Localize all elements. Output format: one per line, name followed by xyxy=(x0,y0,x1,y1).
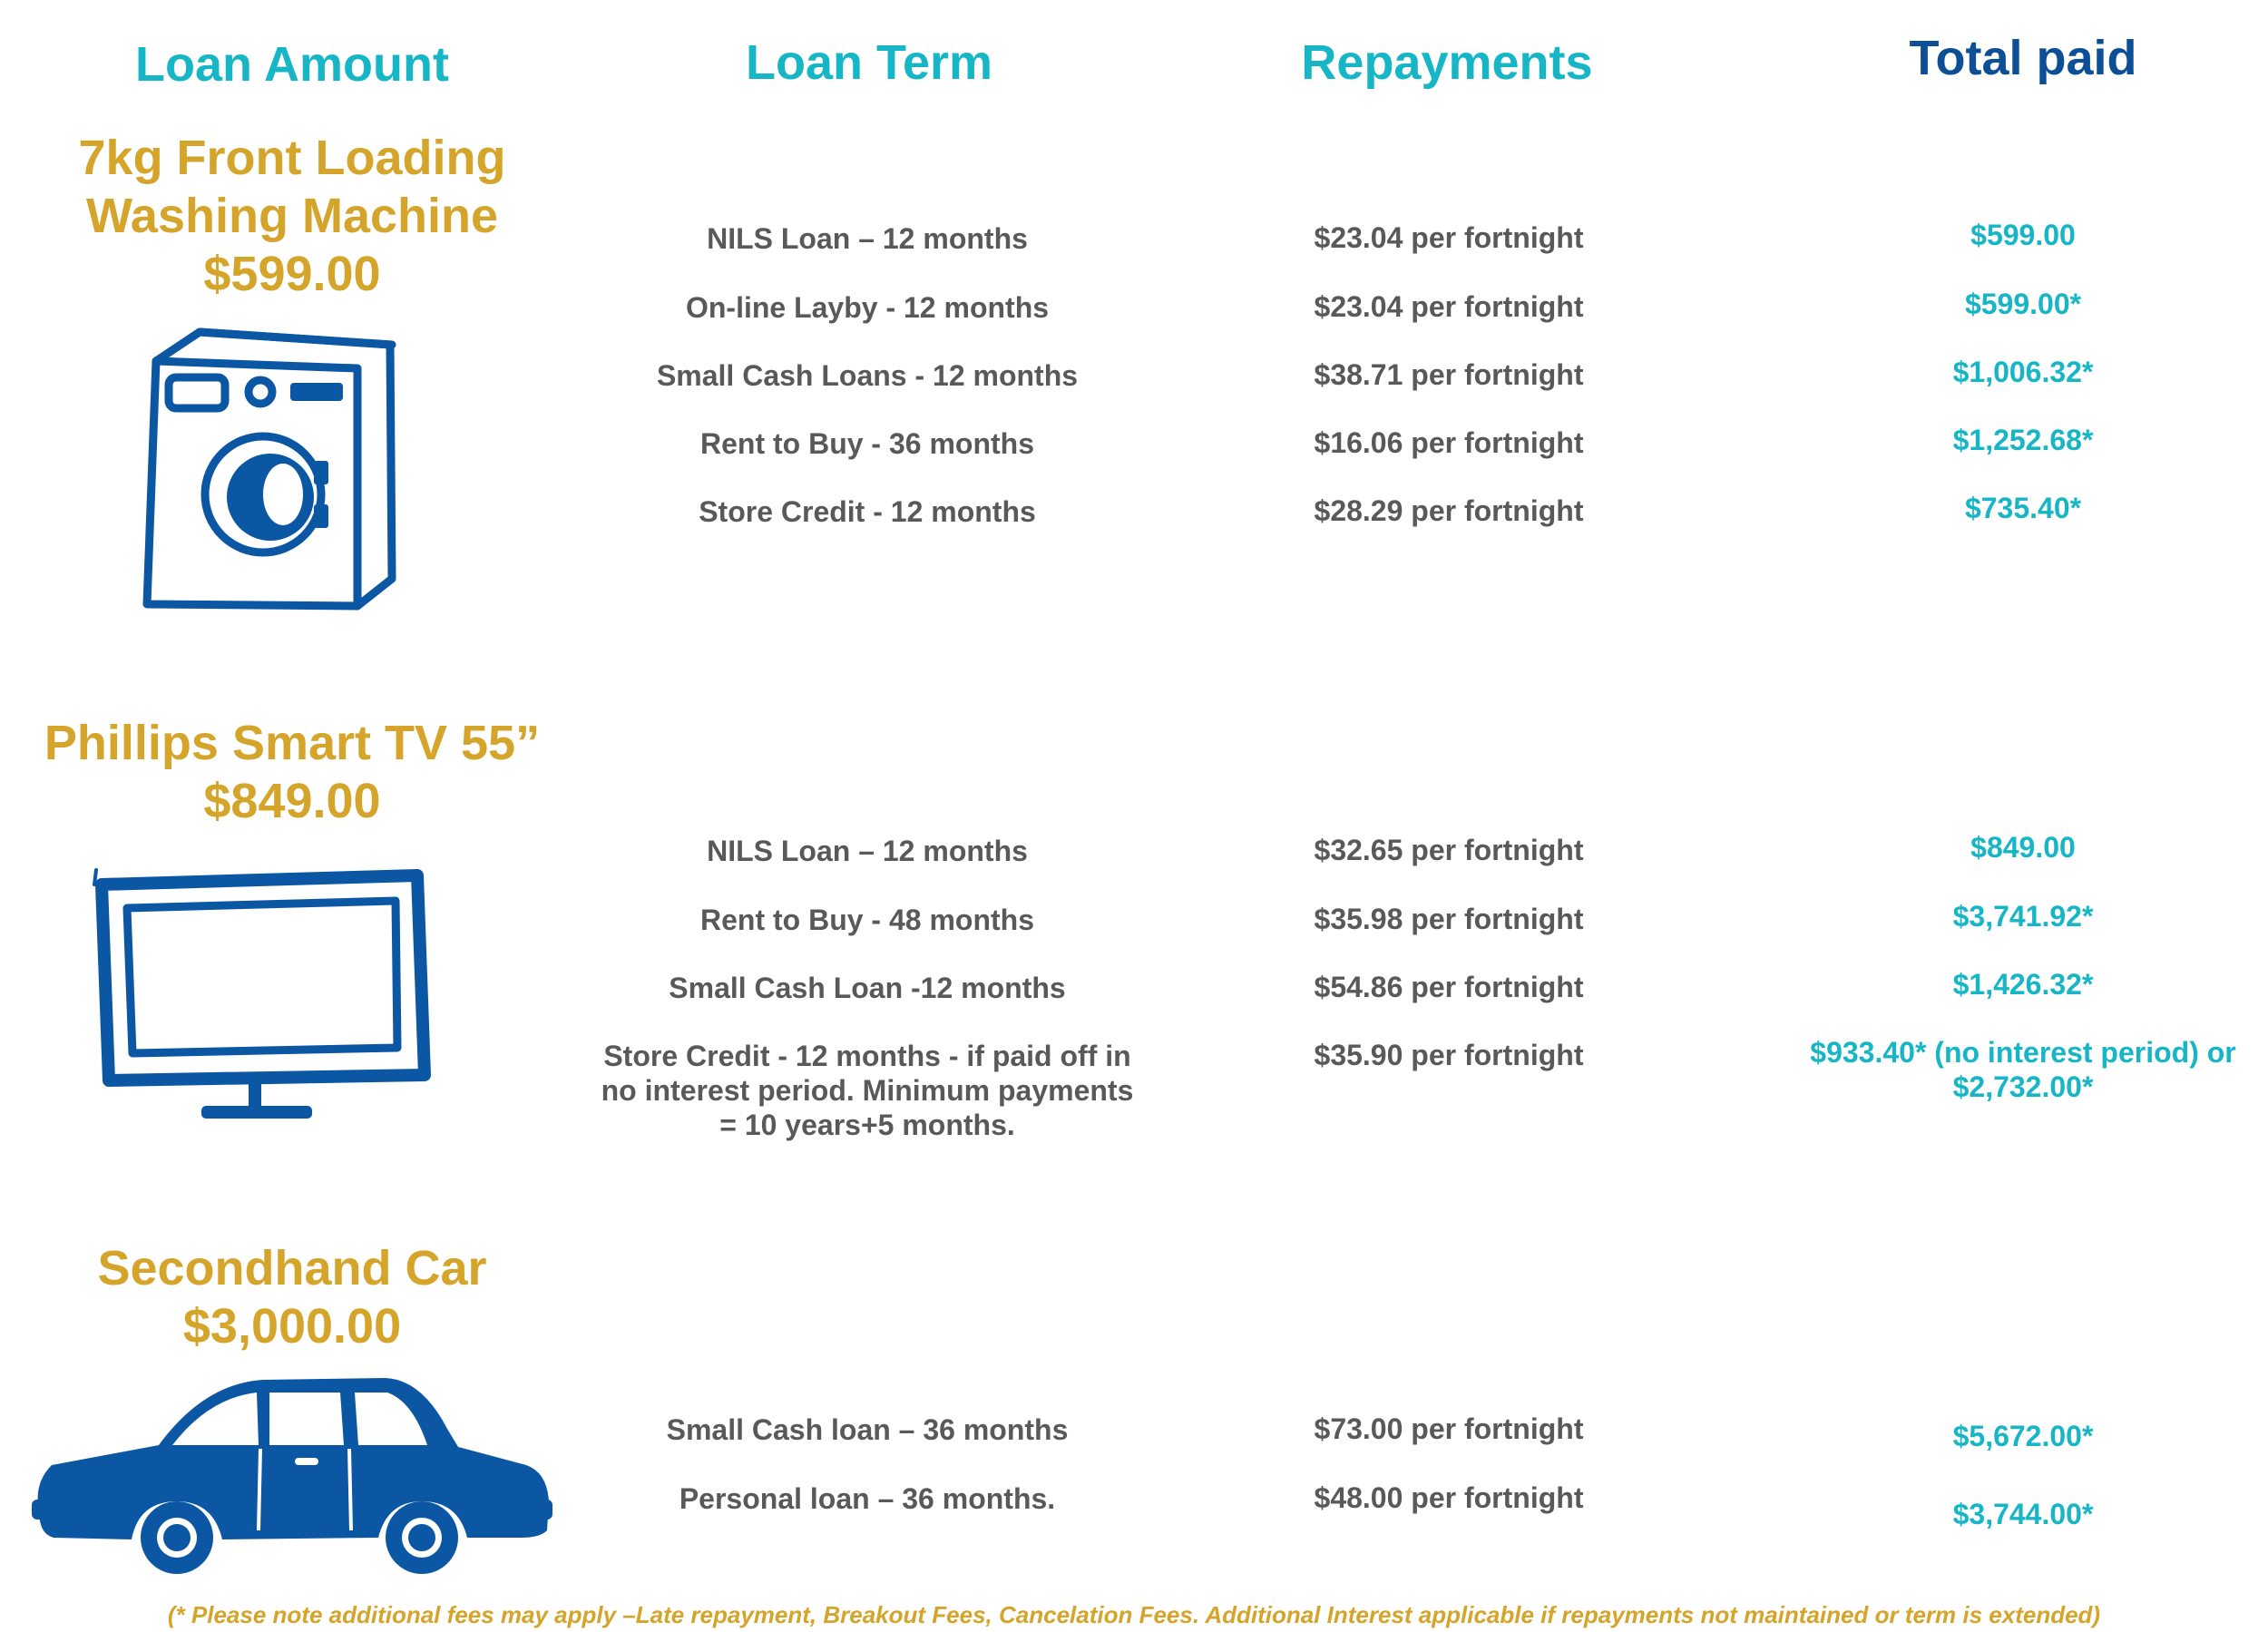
total-paid-cell: $849.00 xyxy=(1970,831,2076,864)
product-title-washing-machine xyxy=(2,129,582,303)
repayment-cell: $23.04 per fortnight xyxy=(1314,290,1584,323)
product-price: $849.00 xyxy=(203,774,381,828)
loan-term-cell: NILS Loan – 12 months xyxy=(707,835,1028,867)
total-paid-line: $933.40* (no interest period) or xyxy=(1810,1036,2236,1069)
product-name-line: Phillips Smart TV 55” xyxy=(44,716,541,770)
total-paid-cell-multiline xyxy=(1751,1035,2268,1104)
repayment-cell: $48.00 per fortnight xyxy=(1314,1481,1584,1514)
header-repayments: Repayments xyxy=(1301,35,1593,90)
loan-term-cell-multiline xyxy=(541,1039,1194,1142)
loan-term-cell: Small Cash Loans - 12 months xyxy=(656,359,1079,392)
header-total-paid: Total paid xyxy=(1909,31,2137,85)
loan-term-line: no interest period. Minimum payments xyxy=(601,1074,1134,1107)
television-icon xyxy=(91,866,435,1125)
car-icon xyxy=(32,1374,553,1578)
loan-term-cell: Small Cash Loan -12 months xyxy=(669,972,1066,1004)
washing-machine-icon xyxy=(136,327,399,617)
loan-term-line: Store Credit - 12 months - if paid off in xyxy=(603,1040,1131,1072)
product-title-car xyxy=(2,1239,582,1355)
total-paid-cell: $5,672.00* xyxy=(1952,1420,2094,1452)
repayment-cell: $32.65 per fortnight xyxy=(1314,834,1584,866)
loan-term-cell: Small Cash loan – 36 months xyxy=(666,1413,1069,1446)
loan-term-cell: Rent to Buy - 48 months xyxy=(699,904,1034,936)
loan-term-cell: NILS Loan – 12 months xyxy=(707,222,1028,255)
repayment-cell: $28.29 per fortnight xyxy=(1314,494,1584,527)
product-name-line: Secondhand Car xyxy=(97,1241,487,1295)
product-name-line: 7kg Front Loading xyxy=(78,131,506,185)
product-price: $599.00 xyxy=(203,247,381,301)
total-paid-cell: $599.00 xyxy=(1970,219,2076,251)
repayment-cell: $73.00 per fortnight xyxy=(1314,1412,1584,1445)
repayment-cell: $54.86 per fortnight xyxy=(1314,971,1584,1003)
loan-term-cell: Rent to Buy - 36 months xyxy=(699,427,1034,460)
total-paid-cell: $1,426.32* xyxy=(1952,968,2094,1001)
loan-term-cell: Personal loan – 36 months. xyxy=(679,1482,1056,1515)
total-paid-cell: $735.40* xyxy=(1964,492,2082,524)
header-loan-amount: Loan Amount xyxy=(135,37,449,92)
loan-term-line: = 10 years+5 months. xyxy=(719,1109,1015,1141)
footnote: (* Please note additional fees may apply –Late repayment, Breakout Fees, Cancelation Fees. Additional Interest applicable if repayments not maintained or term is extended) xyxy=(167,1601,2101,1628)
repayment-cell: $38.71 per fortnight xyxy=(1314,358,1584,391)
loan-term-cell: Store Credit - 12 months xyxy=(699,495,1036,528)
loan-term-cell: On-line Layby - 12 months xyxy=(685,291,1050,324)
total-paid-line: $2,732.00* xyxy=(1952,1070,2094,1103)
product-name-line: Washing Machine xyxy=(85,189,499,243)
total-paid-cell: $1,006.32* xyxy=(1952,356,2094,388)
repayment-cell: $23.04 per fortnight xyxy=(1314,221,1584,254)
repayment-cell: $35.90 per fortnight xyxy=(1314,1039,1584,1071)
header-loan-term: Loan Term xyxy=(745,35,993,90)
total-paid-cell: $3,744.00* xyxy=(1952,1498,2094,1530)
product-price: $3,000.00 xyxy=(182,1299,402,1353)
total-paid-cell: $3,741.92* xyxy=(1952,900,2094,933)
repayment-cell: $16.06 per fortnight xyxy=(1314,426,1584,459)
total-paid-cell: $599.00* xyxy=(1964,288,2082,320)
product-title-smart-tv xyxy=(2,714,582,830)
total-paid-cell: $1,252.68* xyxy=(1952,424,2094,456)
repayment-cell: $35.98 per fortnight xyxy=(1314,903,1584,935)
